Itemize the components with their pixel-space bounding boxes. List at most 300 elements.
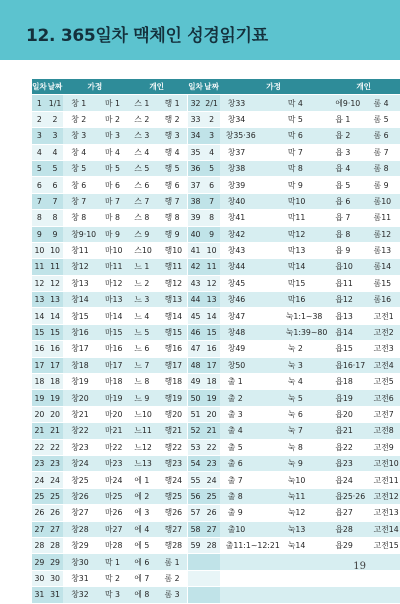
family-reading-2: 마19	[97, 390, 126, 406]
day-cell: 5	[32, 160, 47, 176]
personal-reading-1: 에9·10	[327, 95, 365, 111]
family-reading-2: 마 5	[97, 160, 126, 176]
personal-reading-2: 행21	[157, 423, 187, 439]
date-cell: 21	[47, 423, 63, 439]
personal-reading-2: 롬 6	[366, 128, 400, 144]
title-bar	[0, 0, 400, 60]
personal-reading-1: 스 7	[126, 193, 156, 209]
date-cell: 7	[47, 193, 63, 209]
family-reading-2: 마 6	[97, 177, 126, 193]
personal-reading-1: 욥15	[327, 341, 365, 357]
date-cell: 11	[47, 259, 63, 275]
personal-reading-1: 욥12	[327, 292, 365, 308]
day-cell: 11	[32, 259, 47, 275]
personal-reading-1: 에 4	[126, 521, 156, 537]
personal-reading-1: 에 6	[126, 554, 156, 570]
date-cell: 7	[203, 193, 219, 209]
family-reading-1	[220, 587, 280, 603]
personal-reading-1: 느 6	[126, 341, 156, 357]
personal-reading-1: 욥27	[327, 505, 365, 521]
table-row	[32, 177, 400, 193]
day-cell: 25	[32, 488, 47, 504]
day-cell: 13	[32, 292, 47, 308]
family-reading-1: 창 6	[63, 177, 97, 193]
family-reading-2: 마28	[97, 537, 126, 553]
date-cell: 2	[203, 111, 219, 127]
date-cell: 3	[203, 128, 219, 144]
day-cell: 10	[32, 242, 47, 258]
personal-reading-1: 스 3	[126, 128, 156, 144]
day-cell: 4	[32, 144, 47, 160]
day-cell: 29	[32, 554, 47, 570]
family-reading-1: 창40	[220, 193, 280, 209]
personal-reading-2: 행20	[157, 406, 187, 422]
family-reading-1: 창46	[220, 292, 280, 308]
family-reading-2: 눅14	[280, 537, 328, 553]
personal-reading-2: 행26	[157, 505, 187, 521]
date-cell: 15	[203, 324, 219, 340]
date-cell: 11	[203, 259, 219, 275]
personal-reading-1: 욥10	[327, 259, 365, 275]
date-cell: 19	[47, 390, 63, 406]
date-cell: 22	[203, 439, 219, 455]
personal-reading-2: 롬 4	[366, 95, 400, 111]
table-header-row	[32, 79, 400, 95]
family-reading-1: 창 7	[63, 193, 97, 209]
personal-reading-2: 고전6	[366, 390, 400, 406]
personal-reading-1: 욥 8	[327, 226, 365, 242]
day-cell: 6	[32, 177, 47, 193]
family-reading-1: 창30	[63, 554, 97, 570]
personal-reading-1: 욥22	[327, 439, 365, 455]
family-reading-2: 마12	[97, 275, 126, 291]
family-reading-1: 창11	[63, 242, 97, 258]
day-cell: 22	[32, 439, 47, 455]
family-reading-1: 창16	[63, 324, 97, 340]
table-row	[32, 259, 400, 275]
date-cell: 5	[203, 160, 219, 176]
header-day: 일차	[188, 79, 204, 95]
date-cell: 16	[47, 341, 63, 357]
family-reading-2: 눅 7	[280, 423, 328, 439]
day-cell: 27	[32, 521, 47, 537]
day-cell: 47	[188, 341, 204, 357]
personal-reading-1: 욥25·26	[327, 488, 365, 504]
family-reading-2: 막14	[280, 259, 328, 275]
date-cell: 27	[203, 521, 219, 537]
date-cell: 8	[203, 210, 219, 226]
personal-reading-2: 행12	[157, 275, 187, 291]
date-cell: 28	[203, 537, 219, 553]
personal-reading-1: 느 5	[126, 324, 156, 340]
family-reading-1: 창50	[220, 357, 280, 373]
date-cell: 2/1	[203, 95, 219, 111]
family-reading-1: 창39	[220, 177, 280, 193]
family-reading-2: 막 9	[280, 177, 328, 193]
reading-table-container	[32, 79, 400, 604]
personal-reading-2: 행10	[157, 242, 187, 258]
personal-reading-1: 욥14	[327, 324, 365, 340]
family-reading-1: 창9·10	[63, 226, 97, 242]
personal-reading-1: 스 6	[126, 177, 156, 193]
table-row	[32, 341, 400, 357]
date-cell: 23	[47, 455, 63, 471]
date-cell: 24	[47, 472, 63, 488]
table-row	[32, 406, 400, 422]
family-reading-2: 마 7	[97, 193, 126, 209]
personal-reading-2: 행 1	[157, 95, 187, 111]
personal-reading-2: 행 9	[157, 226, 187, 242]
family-reading-2: 마 3	[97, 128, 126, 144]
personal-reading-2: 고전13	[366, 505, 400, 521]
family-reading-2: 눅 5	[280, 390, 328, 406]
family-reading-1: 창21	[63, 406, 97, 422]
day-cell: 37	[188, 177, 204, 193]
date-cell: 26	[47, 505, 63, 521]
table-row	[32, 128, 400, 144]
family-reading-1: 창13	[63, 275, 97, 291]
date-cell	[203, 570, 219, 586]
family-reading-1: 출11:1~12:21	[220, 537, 280, 553]
date-cell: 21	[203, 423, 219, 439]
header-family: 가정	[220, 79, 328, 95]
date-cell: 4	[47, 144, 63, 160]
day-cell: 18	[32, 374, 47, 390]
personal-reading-2: 행 6	[157, 177, 187, 193]
personal-reading-2: 고전4	[366, 357, 400, 373]
date-cell: 18	[203, 374, 219, 390]
personal-reading-1: 느13	[126, 455, 156, 471]
personal-reading-1: 스 4	[126, 144, 156, 160]
personal-reading-1: 에 3	[126, 505, 156, 521]
personal-reading-1: 에 5	[126, 537, 156, 553]
family-reading-2: 눅 2	[280, 341, 328, 357]
family-reading-2: 막12	[280, 226, 328, 242]
personal-reading-1: 느 3	[126, 292, 156, 308]
date-cell: 17	[203, 357, 219, 373]
family-reading-2: 막 2	[97, 570, 126, 586]
day-cell: 15	[32, 324, 47, 340]
day-cell: 26	[32, 505, 47, 521]
family-reading-2: 마11	[97, 259, 126, 275]
personal-reading-1: 느 2	[126, 275, 156, 291]
day-cell: 7	[32, 193, 47, 209]
personal-reading-1: 에 2	[126, 488, 156, 504]
day-cell: 21	[32, 423, 47, 439]
personal-reading-1: 욥 6	[327, 193, 365, 209]
day-cell: 16	[32, 341, 47, 357]
personal-reading-2: 롬 8	[366, 160, 400, 176]
table-row	[32, 455, 400, 471]
date-cell: 15	[47, 324, 63, 340]
family-reading-2: 막 7	[280, 144, 328, 160]
day-cell: 24	[32, 472, 47, 488]
day-cell: 23	[32, 455, 47, 471]
family-reading-1: 창27	[63, 505, 97, 521]
table-row	[32, 521, 400, 537]
date-cell: 27	[47, 521, 63, 537]
date-cell: 12	[203, 275, 219, 291]
date-cell	[203, 554, 219, 570]
personal-reading-2: 행 8	[157, 210, 187, 226]
family-reading-2: 마17	[97, 357, 126, 373]
family-reading-1: 창37	[220, 144, 280, 160]
day-cell: 57	[188, 505, 204, 521]
day-cell: 55	[188, 472, 204, 488]
personal-reading-1: 욥 5	[327, 177, 365, 193]
family-reading-1: 창19	[63, 374, 97, 390]
date-cell	[203, 587, 219, 603]
personal-reading-2: 롬10	[366, 193, 400, 209]
personal-reading-1: 욥 4	[327, 160, 365, 176]
family-reading-1: 창38	[220, 160, 280, 176]
family-reading-1: 창18	[63, 357, 97, 373]
personal-reading-1: 욥 3	[327, 144, 365, 160]
day-cell: 43	[188, 275, 204, 291]
day-cell: 1	[32, 95, 47, 111]
family-reading-1: 창 5	[63, 160, 97, 176]
day-cell	[188, 587, 204, 603]
table-row	[32, 537, 400, 553]
day-cell: 53	[188, 439, 204, 455]
personal-reading-1: 느11	[126, 423, 156, 439]
table-row	[32, 292, 400, 308]
date-cell: 23	[203, 455, 219, 471]
family-reading-1: 창23	[63, 439, 97, 455]
family-reading-2: 막 5	[280, 111, 328, 127]
date-cell: 24	[203, 472, 219, 488]
family-reading-2: 막11	[280, 210, 328, 226]
family-reading-2: 마 4	[97, 144, 126, 160]
personal-reading-2: 고전3	[366, 341, 400, 357]
header-date: 날짜	[47, 79, 63, 95]
personal-reading-2: 행19	[157, 390, 187, 406]
personal-reading-2: 행27	[157, 521, 187, 537]
day-cell: 3	[32, 128, 47, 144]
family-reading-1: 창35·36	[220, 128, 280, 144]
personal-reading-2: 롬 2	[157, 570, 187, 586]
date-cell: 10	[47, 242, 63, 258]
personal-reading-1: 욥24	[327, 472, 365, 488]
day-cell: 14	[32, 308, 47, 324]
day-cell: 41	[188, 242, 204, 258]
family-reading-2: 막 6	[280, 128, 328, 144]
reading-plan-table	[32, 79, 400, 604]
family-reading-1: 출 9	[220, 505, 280, 521]
family-reading-2: 마 1	[97, 95, 126, 111]
personal-reading-2: 고전11	[366, 472, 400, 488]
personal-reading-1: 욥16·17	[327, 357, 365, 373]
table-row	[32, 193, 400, 209]
family-reading-2: 마23	[97, 455, 126, 471]
day-cell: 2	[32, 111, 47, 127]
table-row	[32, 390, 400, 406]
personal-reading-1: 스 2	[126, 111, 156, 127]
family-reading-1: 창 4	[63, 144, 97, 160]
family-reading-1: 창45	[220, 275, 280, 291]
date-cell: 19	[203, 390, 219, 406]
family-reading-1: 창14	[63, 292, 97, 308]
personal-reading-1: 느10	[126, 406, 156, 422]
family-reading-2: 마 9	[97, 226, 126, 242]
personal-reading-1: 에 1	[126, 472, 156, 488]
date-cell: 6	[47, 177, 63, 193]
family-reading-2: 마16	[97, 341, 126, 357]
personal-reading-2: 고전5	[366, 374, 400, 390]
family-reading-1: 창33	[220, 95, 280, 111]
family-reading-1: 출 1	[220, 374, 280, 390]
personal-reading-1: 욥 9	[327, 242, 365, 258]
family-reading-1: 창22	[63, 423, 97, 439]
personal-reading-1: 욥 2	[327, 128, 365, 144]
header-family: 가정	[63, 79, 126, 95]
family-reading-2: 막 1	[97, 554, 126, 570]
day-cell: 54	[188, 455, 204, 471]
date-cell: 3	[47, 128, 63, 144]
day-cell: 52	[188, 423, 204, 439]
personal-reading-2: 고전7	[366, 406, 400, 422]
family-reading-2: 마20	[97, 406, 126, 422]
day-cell: 9	[32, 226, 47, 242]
family-reading-2: 눅 3	[280, 357, 328, 373]
date-cell: 26	[203, 505, 219, 521]
family-reading-2: 마18	[97, 374, 126, 390]
family-reading-2: 막15	[280, 275, 328, 291]
family-reading-2: 막10	[280, 193, 328, 209]
day-cell: 33	[188, 111, 204, 127]
personal-reading-2: 롬11	[366, 210, 400, 226]
table-row	[32, 111, 400, 127]
personal-reading-2: 롬13	[366, 242, 400, 258]
day-cell	[188, 554, 204, 570]
family-reading-2: 마 2	[97, 111, 126, 127]
personal-reading-2: 롬16	[366, 292, 400, 308]
date-cell: 25	[47, 488, 63, 504]
personal-reading-2: 롬 7	[366, 144, 400, 160]
family-reading-2: 마22	[97, 439, 126, 455]
header-personal: 개인	[126, 79, 186, 95]
family-reading-1: 창 1	[63, 95, 97, 111]
family-reading-2: 마21	[97, 423, 126, 439]
day-cell: 42	[188, 259, 204, 275]
day-cell: 34	[188, 128, 204, 144]
date-cell: 13	[47, 292, 63, 308]
personal-reading-1: 욥11	[327, 275, 365, 291]
family-reading-2: 마14	[97, 308, 126, 324]
personal-reading-2: 고전8	[366, 423, 400, 439]
day-cell: 45	[188, 308, 204, 324]
date-cell: 16	[203, 341, 219, 357]
family-reading-1: 창 3	[63, 128, 97, 144]
day-cell: 30	[32, 570, 47, 586]
family-reading-2: 막16	[280, 292, 328, 308]
date-cell: 13	[203, 292, 219, 308]
family-reading-2: 마25	[97, 488, 126, 504]
personal-reading-1: 에 7	[126, 570, 156, 586]
personal-reading-1: 욥20	[327, 406, 365, 422]
day-cell: 58	[188, 521, 204, 537]
personal-reading-2: 행22	[157, 439, 187, 455]
personal-reading-1: 느 4	[126, 308, 156, 324]
personal-reading-2: 고전2	[366, 324, 400, 340]
family-reading-1: 창28	[63, 521, 97, 537]
day-cell: 44	[188, 292, 204, 308]
personal-reading-2: 행16	[157, 341, 187, 357]
family-reading-1: 창41	[220, 210, 280, 226]
personal-reading-1: 스 9	[126, 226, 156, 242]
personal-reading-2: 고전9	[366, 439, 400, 455]
family-reading-1: 출 7	[220, 472, 280, 488]
personal-reading-2: 행15	[157, 324, 187, 340]
date-cell: 31	[47, 587, 63, 603]
date-cell: 6	[203, 177, 219, 193]
day-cell: 32	[188, 95, 204, 111]
personal-reading-2	[366, 554, 400, 570]
table-row	[32, 95, 400, 111]
family-reading-1: 창26	[63, 488, 97, 504]
personal-reading-2	[366, 587, 400, 603]
family-reading-2: 마15	[97, 324, 126, 340]
personal-reading-2: 롬14	[366, 259, 400, 275]
table-row	[32, 160, 400, 176]
table-row	[32, 472, 400, 488]
family-reading-2: 눅13	[280, 521, 328, 537]
table-row	[32, 357, 400, 373]
personal-reading-2: 행 5	[157, 160, 187, 176]
page-title: 12. 365일차 맥체인 성경읽기표	[26, 26, 268, 46]
family-reading-2: 눅10	[280, 472, 328, 488]
personal-reading-2: 롬 9	[366, 177, 400, 193]
date-cell: 2	[47, 111, 63, 127]
day-cell: 31	[32, 587, 47, 603]
family-reading-1: 창31	[63, 570, 97, 586]
family-reading-2: 막 3	[97, 587, 126, 603]
family-reading-1: 창 8	[63, 210, 97, 226]
date-cell: 5	[47, 160, 63, 176]
family-reading-1: 창 2	[63, 111, 97, 127]
family-reading-1: 창25	[63, 472, 97, 488]
date-cell: 22	[47, 439, 63, 455]
personal-reading-2	[366, 570, 400, 586]
family-reading-1: 창42	[220, 226, 280, 242]
day-cell: 8	[32, 210, 47, 226]
table-row	[32, 439, 400, 455]
family-reading-2: 눅 6	[280, 406, 328, 422]
personal-reading-2: 행 2	[157, 111, 187, 127]
table-row	[32, 275, 400, 291]
day-cell: 40	[188, 226, 204, 242]
day-cell: 28	[32, 537, 47, 553]
date-cell: 25	[203, 488, 219, 504]
header-personal: 개인	[327, 79, 400, 95]
table-row	[32, 144, 400, 160]
table-row	[32, 210, 400, 226]
date-cell: 8	[47, 210, 63, 226]
family-reading-1: 창44	[220, 259, 280, 275]
personal-reading-1: 욥 7	[327, 210, 365, 226]
family-reading-1	[220, 554, 280, 570]
family-reading-1: 창17	[63, 341, 97, 357]
personal-reading-2: 행25	[157, 488, 187, 504]
family-reading-2: 마13	[97, 292, 126, 308]
table-body	[32, 95, 400, 603]
family-reading-1: 창12	[63, 259, 97, 275]
personal-reading-2: 롬12	[366, 226, 400, 242]
family-reading-1: 창48	[220, 324, 280, 340]
personal-reading-2: 롬 3	[157, 587, 187, 603]
date-cell: 14	[47, 308, 63, 324]
header-date: 날짜	[203, 79, 219, 95]
